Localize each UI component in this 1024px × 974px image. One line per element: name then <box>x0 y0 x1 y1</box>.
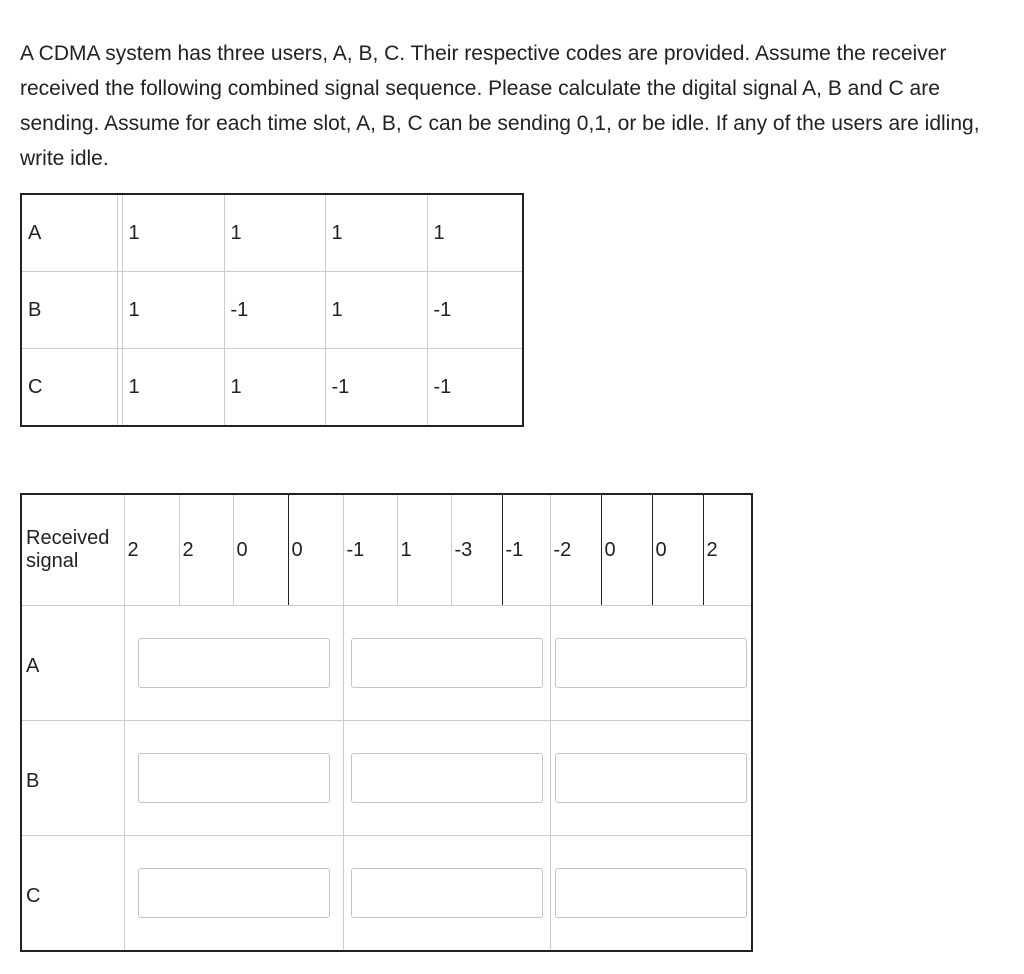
received-value: -1 <box>343 494 397 606</box>
answer-row-a <box>21 606 752 721</box>
code-chip: 1 <box>224 349 320 427</box>
codes-table <box>20 193 524 427</box>
answer-row-c <box>21 836 752 952</box>
code-chip: 1 <box>122 272 219 349</box>
answer-user-label: B <box>21 721 124 836</box>
code-user-label: A <box>21 194 117 272</box>
answer-user-label: A <box>21 606 124 721</box>
question-text: A CDMA system has three users, A, B, C. Their respective codes are provided. Assume the receiver received the following combined signal sequence. Please calculate the digital signal A, B and C are sending. Assume for each time slot, A, B, C can be sending 0,1, or be idle. If any of the users are idling, write idle. <box>20 42 980 170</box>
received-value: -1 <box>502 494 550 606</box>
code-chip: 1 <box>122 194 219 272</box>
code-user-label: C <box>21 349 117 427</box>
code-chip: -1 <box>325 349 421 427</box>
received-value: 0 <box>601 494 652 606</box>
received-signal-label: Received signal <box>21 494 124 606</box>
code-row-a <box>21 194 523 272</box>
answer-input-c-slot2[interactable] <box>351 868 543 918</box>
code-chip: -1 <box>427 272 523 349</box>
received-signal-row <box>21 494 752 606</box>
answer-input-c-slot1[interactable] <box>138 868 330 918</box>
received-value: -2 <box>550 494 601 606</box>
received-value: 2 <box>703 494 752 606</box>
received-value: 0 <box>288 494 343 606</box>
answer-input-b-slot1[interactable] <box>138 753 330 803</box>
code-chip: -1 <box>224 272 320 349</box>
code-row-b <box>21 272 523 349</box>
signals-table <box>20 493 753 952</box>
code-chip: -1 <box>427 349 523 427</box>
answer-input-b-slot3[interactable] <box>555 753 747 803</box>
code-chip: 1 <box>427 194 523 272</box>
code-chip: 1 <box>325 194 421 272</box>
received-value: 2 <box>179 494 233 606</box>
received-value: 0 <box>233 494 288 606</box>
answer-row-b <box>21 721 752 836</box>
received-value: 2 <box>124 494 179 606</box>
code-chip: 1 <box>224 194 320 272</box>
received-value: -3 <box>451 494 502 606</box>
answer-input-b-slot2[interactable] <box>351 753 543 803</box>
answer-input-a-slot2[interactable] <box>351 638 543 688</box>
answer-input-a-slot3[interactable] <box>555 638 747 688</box>
received-value: 1 <box>397 494 451 606</box>
code-chip: 1 <box>122 349 219 427</box>
received-value: 0 <box>652 494 703 606</box>
code-user-label: B <box>21 272 117 349</box>
answer-input-a-slot1[interactable] <box>138 638 330 688</box>
code-row-c <box>21 349 523 427</box>
answer-input-c-slot3[interactable] <box>555 868 747 918</box>
answer-user-label: C <box>21 836 124 952</box>
code-chip: 1 <box>325 272 421 349</box>
